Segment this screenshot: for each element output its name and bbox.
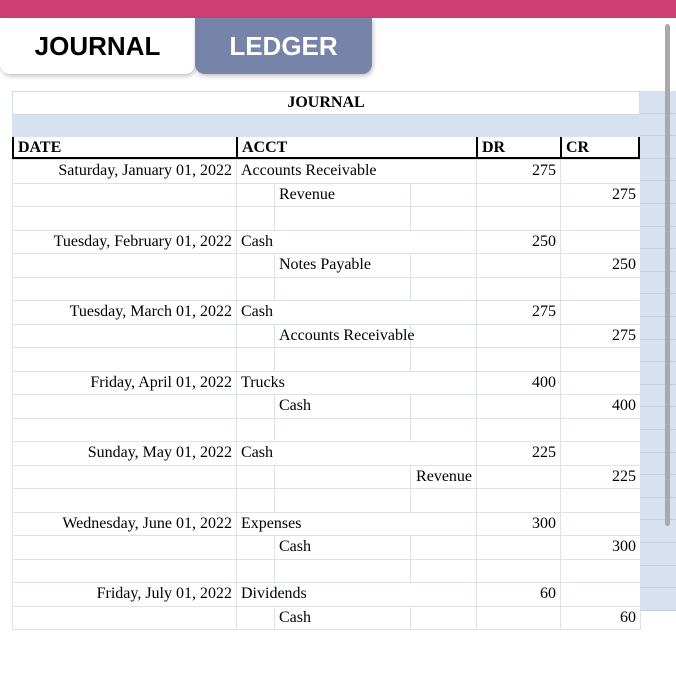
credit-cell[interactable]: 300 xyxy=(561,536,641,560)
debit-cell[interactable]: 275 xyxy=(477,160,561,184)
table-row xyxy=(13,371,641,395)
misplaced-account-cell[interactable] xyxy=(411,418,477,442)
table-row xyxy=(13,395,641,419)
table-row xyxy=(13,465,641,489)
indent-cell[interactable] xyxy=(237,606,275,630)
credit-cell[interactable]: 275 xyxy=(561,183,641,207)
grid-cell[interactable] xyxy=(640,407,676,430)
header-cr: CR xyxy=(560,137,640,159)
debit-cell[interactable]: 400 xyxy=(477,371,561,395)
date-cell[interactable]: Tuesday, February 01, 2022 xyxy=(13,230,237,254)
indent-cell[interactable] xyxy=(237,395,275,419)
debit-cell[interactable]: 60 xyxy=(477,583,561,607)
table-row xyxy=(13,442,641,466)
grid-cell[interactable] xyxy=(640,566,676,589)
credit-cell[interactable] xyxy=(561,559,641,583)
journal-table xyxy=(12,159,641,630)
credit-cell[interactable]: 400 xyxy=(561,395,641,419)
credit-cell[interactable]: 250 xyxy=(561,254,641,278)
debit-cell[interactable] xyxy=(477,183,561,207)
top-accent-bar xyxy=(0,0,676,18)
account-cell[interactable]: Accounts Receivable xyxy=(237,160,477,184)
grid-cell[interactable] xyxy=(640,204,676,227)
debit-cell[interactable]: 300 xyxy=(477,512,561,536)
misplaced-account-cell[interactable] xyxy=(411,395,477,419)
date-cell[interactable] xyxy=(13,489,237,513)
account-cell[interactable]: Trucks xyxy=(237,371,477,395)
vertical-scrollbar[interactable] xyxy=(665,24,670,526)
date-cell[interactable]: Friday, July 01, 2022 xyxy=(13,583,237,607)
grid-cell[interactable] xyxy=(640,136,676,159)
credit-cell[interactable] xyxy=(561,442,641,466)
grid-cell[interactable] xyxy=(640,227,676,250)
credit-account-cell[interactable] xyxy=(275,489,411,513)
debit-cell[interactable] xyxy=(477,606,561,630)
credit-account-cell[interactable]: Cash xyxy=(275,536,411,560)
credit-account-cell[interactable]: Cash xyxy=(275,395,411,419)
indent-cell[interactable] xyxy=(237,183,275,207)
grid-cell[interactable] xyxy=(640,588,676,611)
account-cell[interactable]: Dividends xyxy=(237,583,477,607)
indent-cell[interactable] xyxy=(237,254,275,278)
table-row xyxy=(13,606,641,630)
grid-cell[interactable] xyxy=(640,91,676,114)
credit-cell[interactable]: 225 xyxy=(561,465,641,489)
date-cell[interactable] xyxy=(13,348,237,372)
grid-cell[interactable] xyxy=(640,385,676,408)
credit-cell[interactable]: 60 xyxy=(561,606,641,630)
grid-cell[interactable] xyxy=(640,181,676,204)
date-cell[interactable] xyxy=(13,207,237,231)
debit-cell[interactable] xyxy=(477,559,561,583)
table-row xyxy=(13,183,641,207)
indent-cell[interactable] xyxy=(237,418,275,442)
debit-cell[interactable] xyxy=(477,465,561,489)
misplaced-account-cell[interactable] xyxy=(411,606,477,630)
tab-journal-label: JOURNAL xyxy=(34,30,161,61)
header-dr: DR xyxy=(476,137,560,159)
credit-account-cell[interactable] xyxy=(275,348,411,372)
misplaced-account-cell[interactable] xyxy=(411,489,477,513)
debit-cell[interactable] xyxy=(477,348,561,372)
date-cell[interactable]: Tuesday, March 01, 2022 xyxy=(13,301,237,325)
misplaced-account-cell[interactable] xyxy=(411,254,477,278)
date-cell[interactable] xyxy=(13,536,237,560)
table-row xyxy=(13,583,641,607)
credit-cell[interactable] xyxy=(561,489,641,513)
credit-cell[interactable] xyxy=(561,160,641,184)
date-cell[interactable] xyxy=(13,324,237,348)
indent-cell[interactable] xyxy=(237,465,275,489)
misplaced-account-cell[interactable] xyxy=(411,183,477,207)
date-cell[interactable] xyxy=(13,418,237,442)
date-cell[interactable] xyxy=(13,183,237,207)
table-row xyxy=(13,348,641,372)
credit-account-cell[interactable]: Accounts Receivable xyxy=(275,324,411,348)
credit-account-cell[interactable]: Notes Payable xyxy=(275,254,411,278)
indent-cell[interactable] xyxy=(237,207,275,231)
misplaced-account-cell[interactable] xyxy=(411,559,477,583)
debit-cell[interactable] xyxy=(477,536,561,560)
date-cell[interactable]: Saturday, January 01, 2022 xyxy=(13,160,237,184)
column-header-row xyxy=(12,137,640,159)
date-cell[interactable] xyxy=(13,559,237,583)
table-row xyxy=(13,489,641,513)
debit-cell[interactable] xyxy=(477,324,561,348)
misplaced-account-cell[interactable] xyxy=(411,324,477,348)
date-cell[interactable] xyxy=(13,606,237,630)
table-row xyxy=(13,301,641,325)
credit-account-cell[interactable] xyxy=(275,207,411,231)
right-column-strip xyxy=(640,91,676,611)
grid-cell[interactable] xyxy=(640,520,676,543)
indent-cell[interactable] xyxy=(237,559,275,583)
debit-cell[interactable] xyxy=(477,254,561,278)
header-acct: ACCT xyxy=(236,137,476,159)
tab-ledger[interactable] xyxy=(195,18,372,74)
debit-cell[interactable]: 250 xyxy=(477,230,561,254)
credit-cell[interactable] xyxy=(561,230,641,254)
credit-account-cell[interactable] xyxy=(275,465,411,489)
table-row xyxy=(13,324,641,348)
grid-cell[interactable] xyxy=(640,453,676,476)
credit-cell[interactable] xyxy=(561,418,641,442)
credit-account-cell[interactable] xyxy=(275,559,411,583)
table-row xyxy=(13,512,641,536)
blank-row xyxy=(12,115,640,137)
grid-cell[interactable] xyxy=(640,430,676,453)
grid-cell[interactable] xyxy=(640,317,676,340)
credit-cell[interactable] xyxy=(561,207,641,231)
table-row xyxy=(13,254,641,278)
credit-account-cell[interactable] xyxy=(275,418,411,442)
account-cell[interactable]: Expenses xyxy=(237,512,477,536)
table-row xyxy=(13,230,641,254)
credit-account-cell[interactable] xyxy=(275,277,411,301)
tab-ledger-label: LEDGER xyxy=(229,30,338,61)
date-cell[interactable]: Sunday, May 01, 2022 xyxy=(13,442,237,466)
table-row xyxy=(13,160,641,184)
misplaced-account-cell[interactable] xyxy=(411,207,477,231)
debit-cell[interactable] xyxy=(477,418,561,442)
credit-account-cell[interactable]: Cash xyxy=(275,606,411,630)
tab-journal[interactable] xyxy=(0,18,195,74)
date-cell[interactable]: Wednesday, June 01, 2022 xyxy=(13,512,237,536)
indent-cell[interactable] xyxy=(237,489,275,513)
grid-cell[interactable] xyxy=(640,294,676,317)
sheet-title: JOURNAL xyxy=(12,91,640,115)
debit-cell[interactable] xyxy=(477,207,561,231)
grid-cell[interactable] xyxy=(640,114,676,137)
credit-cell[interactable] xyxy=(561,371,641,395)
debit-cell[interactable] xyxy=(477,395,561,419)
debit-cell[interactable]: 225 xyxy=(477,442,561,466)
table-row xyxy=(13,418,641,442)
grid-cell[interactable] xyxy=(640,272,676,295)
account-cell[interactable]: Cash xyxy=(237,301,477,325)
date-cell[interactable] xyxy=(13,254,237,278)
misplaced-account-cell[interactable] xyxy=(411,277,477,301)
grid-cell[interactable] xyxy=(640,362,676,385)
misplaced-account-cell[interactable] xyxy=(411,348,477,372)
misplaced-account-cell[interactable]: Revenue xyxy=(411,465,477,489)
credit-cell[interactable] xyxy=(561,348,641,372)
table-row xyxy=(13,207,641,231)
date-cell[interactable]: Friday, April 01, 2022 xyxy=(13,371,237,395)
grid-cell[interactable] xyxy=(640,249,676,272)
grid-cell[interactable] xyxy=(640,543,676,566)
credit-cell[interactable] xyxy=(561,277,641,301)
indent-cell[interactable] xyxy=(237,324,275,348)
debit-cell[interactable] xyxy=(477,277,561,301)
grid-cell[interactable] xyxy=(640,475,676,498)
account-cell[interactable]: Cash xyxy=(237,442,477,466)
header-date: DATE xyxy=(12,137,236,159)
grid-cell[interactable] xyxy=(640,498,676,521)
misplaced-account-cell[interactable] xyxy=(411,536,477,560)
grid-cell[interactable] xyxy=(640,340,676,363)
credit-cell[interactable] xyxy=(561,512,641,536)
account-cell[interactable]: Cash xyxy=(237,230,477,254)
date-cell[interactable] xyxy=(13,277,237,301)
indent-cell[interactable] xyxy=(237,277,275,301)
credit-account-cell[interactable]: Revenue xyxy=(275,183,411,207)
table-row xyxy=(13,559,641,583)
indent-cell[interactable] xyxy=(237,536,275,560)
credit-cell[interactable]: 275 xyxy=(561,324,641,348)
debit-cell[interactable] xyxy=(477,489,561,513)
table-row xyxy=(13,277,641,301)
credit-cell[interactable] xyxy=(561,301,641,325)
table-row xyxy=(13,536,641,560)
date-cell[interactable] xyxy=(13,465,237,489)
indent-cell[interactable] xyxy=(237,348,275,372)
debit-cell[interactable]: 275 xyxy=(477,301,561,325)
grid-cell[interactable] xyxy=(640,159,676,182)
credit-cell[interactable] xyxy=(561,583,641,607)
date-cell[interactable] xyxy=(13,395,237,419)
